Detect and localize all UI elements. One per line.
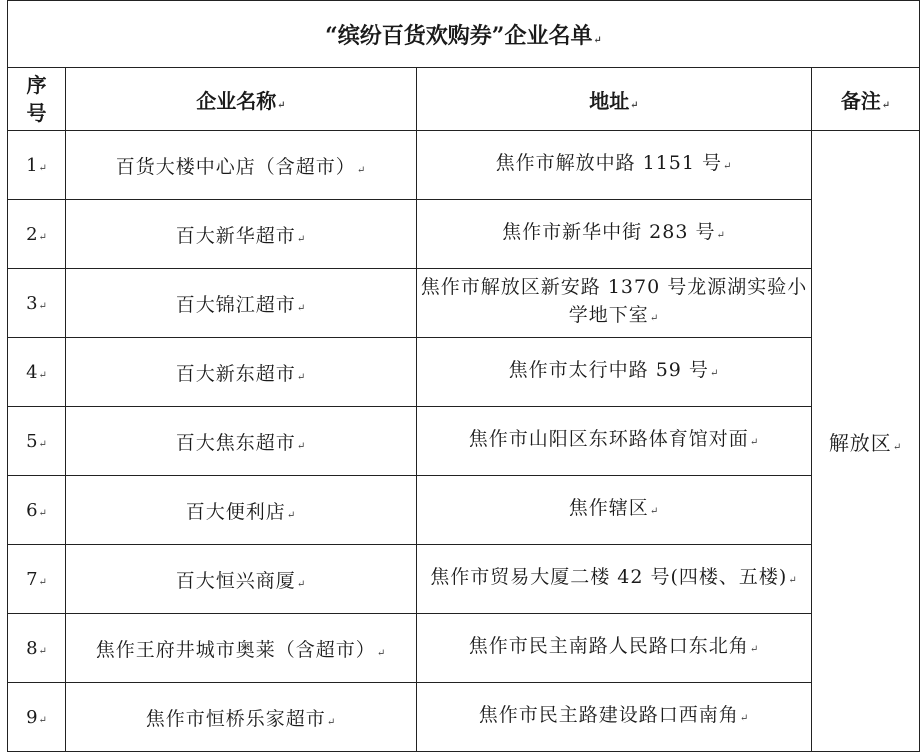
table-row: [8, 476, 920, 545]
table-row: [8, 407, 920, 476]
row-seq: 8: [26, 637, 38, 659]
paragraph-mark: ↵: [38, 369, 47, 381]
paragraph-mark: ↵: [296, 233, 307, 245]
paragraph-mark: ↵: [296, 578, 307, 590]
header-name-label: 企业名称: [196, 88, 277, 113]
row-name: 百大便利店: [185, 500, 286, 523]
paragraph-mark: ↵: [38, 645, 47, 657]
paragraph-mark: ↵: [286, 509, 297, 521]
row-seq: 7: [26, 568, 38, 590]
table-row: [8, 545, 920, 614]
header-note: [812, 68, 920, 131]
note-value: 解放区: [828, 430, 892, 455]
paragraph-mark: ↵: [38, 438, 47, 450]
paragraph-mark: ↵: [38, 576, 47, 588]
table-row: [8, 269, 920, 338]
paragraph-mark: ↵: [739, 713, 750, 724]
paragraph-mark: ↵: [649, 506, 660, 517]
paragraph-mark: ↵: [38, 507, 47, 519]
paragraph-mark: ↵: [630, 99, 639, 111]
row-address-cell: [417, 614, 812, 683]
paragraph-mark: ↵: [892, 441, 903, 453]
row-address: 焦作市解放中路 1151 号: [495, 152, 723, 174]
paragraph-mark: ↵: [296, 302, 307, 314]
row-address: 焦作市山阳区东环路体育馆对面: [468, 428, 749, 450]
row-address: 焦作市太行中路 59 号: [508, 359, 709, 381]
row-name: 百大焦东超市: [175, 431, 296, 454]
row-seq: 2: [26, 223, 38, 245]
header-address-label: 地址: [589, 88, 630, 113]
paragraph-mark: ↵: [881, 99, 891, 111]
note-cell: [812, 131, 920, 752]
paragraph-mark: ↵: [326, 716, 337, 728]
paragraph-mark: ↵: [376, 647, 387, 659]
row-name: 百大恒兴商厦: [175, 569, 296, 592]
paragraph-mark: ↵: [749, 437, 760, 448]
row-address: 焦作市民主南路人民路口东北角: [468, 635, 749, 657]
row-seq: 1: [26, 154, 38, 176]
row-address-cell: [417, 338, 812, 407]
row-seq-cell: [8, 131, 66, 200]
row-address-cell: [417, 545, 812, 614]
row-name: 百大锦江超市: [175, 293, 296, 316]
paragraph-mark: ↵: [709, 368, 720, 379]
company-list-table: [7, 0, 920, 752]
table-row: [8, 200, 920, 269]
row-address-cell: [417, 131, 812, 200]
paragraph-mark: ↵: [38, 162, 47, 174]
table-row: [8, 683, 920, 752]
paragraph-mark: ↵: [38, 300, 47, 312]
row-name: 百货大楼中心店（含超市）: [115, 155, 356, 178]
row-address: 焦作市贸易大厦二楼 42 号(四楼、五楼): [430, 566, 788, 588]
paragraph-mark: ↵: [296, 440, 307, 452]
row-address-cell: [417, 269, 812, 338]
row-name-cell: [66, 407, 417, 476]
row-name-cell: [66, 614, 417, 683]
table-row: [8, 614, 920, 683]
paragraph-mark: ↵: [356, 164, 367, 176]
row-address: 焦作市新华中街 283 号: [502, 221, 716, 243]
row-name: 焦作王府井城市奥莱（含超市）: [95, 638, 376, 661]
paragraph-mark: ↵: [749, 644, 760, 655]
row-seq-cell: [8, 338, 66, 407]
row-address-cell: [417, 200, 812, 269]
row-name-cell: [66, 131, 417, 200]
paragraph-mark: ↵: [593, 34, 602, 46]
table-title-cell: [8, 1, 920, 68]
row-seq-cell: [8, 269, 66, 338]
row-name-cell: [66, 683, 417, 752]
row-address-cell: [417, 476, 812, 545]
row-seq-cell: [8, 200, 66, 269]
paragraph-mark: ↵: [716, 230, 726, 241]
table-row: [8, 338, 920, 407]
row-seq-cell: [8, 614, 66, 683]
paragraph-mark: ↵: [277, 99, 286, 111]
paragraph-mark: ↵: [38, 714, 47, 726]
row-name: 百大新东超市: [175, 362, 296, 385]
paragraph-mark: ↵: [788, 575, 798, 586]
header-address: [417, 68, 812, 131]
row-seq: 4: [26, 361, 38, 383]
row-seq-cell: [8, 476, 66, 545]
row-address: 焦作市解放区新安路 1370 号龙源湖实验小学地下室: [420, 276, 808, 326]
row-seq: 5: [26, 430, 38, 452]
row-name-cell: [66, 200, 417, 269]
paragraph-mark: ↵: [649, 313, 660, 324]
row-seq-cell: [8, 407, 66, 476]
row-name-cell: [66, 269, 417, 338]
paragraph-mark: ↵: [723, 161, 733, 172]
row-address: 焦作辖区: [568, 497, 649, 519]
header-name: [66, 68, 417, 131]
row-seq: 3: [26, 292, 38, 314]
row-name-cell: [66, 476, 417, 545]
header-note-label: 备注: [840, 88, 881, 113]
paragraph-mark: ↵: [296, 371, 307, 383]
header-seq-label: 序号: [26, 73, 47, 125]
row-name-cell: [66, 545, 417, 614]
row-seq: 6: [26, 499, 38, 521]
row-seq: 9: [26, 706, 38, 728]
header-seq: [8, 68, 66, 131]
row-name-cell: [66, 338, 417, 407]
row-address-cell: [417, 407, 812, 476]
row-name: 百大新华超市: [175, 224, 296, 247]
paragraph-mark: ↵: [38, 231, 47, 243]
row-name: 焦作市恒桥乐家超市: [145, 707, 326, 730]
row-address-cell: [417, 683, 812, 752]
row-seq-cell: [8, 683, 66, 752]
row-seq-cell: [8, 545, 66, 614]
row-address: 焦作市民主路建设路口西南角: [478, 704, 739, 726]
table-row: [8, 131, 920, 200]
table-title: “缤纷百货欢购券”企业名单: [325, 22, 593, 49]
